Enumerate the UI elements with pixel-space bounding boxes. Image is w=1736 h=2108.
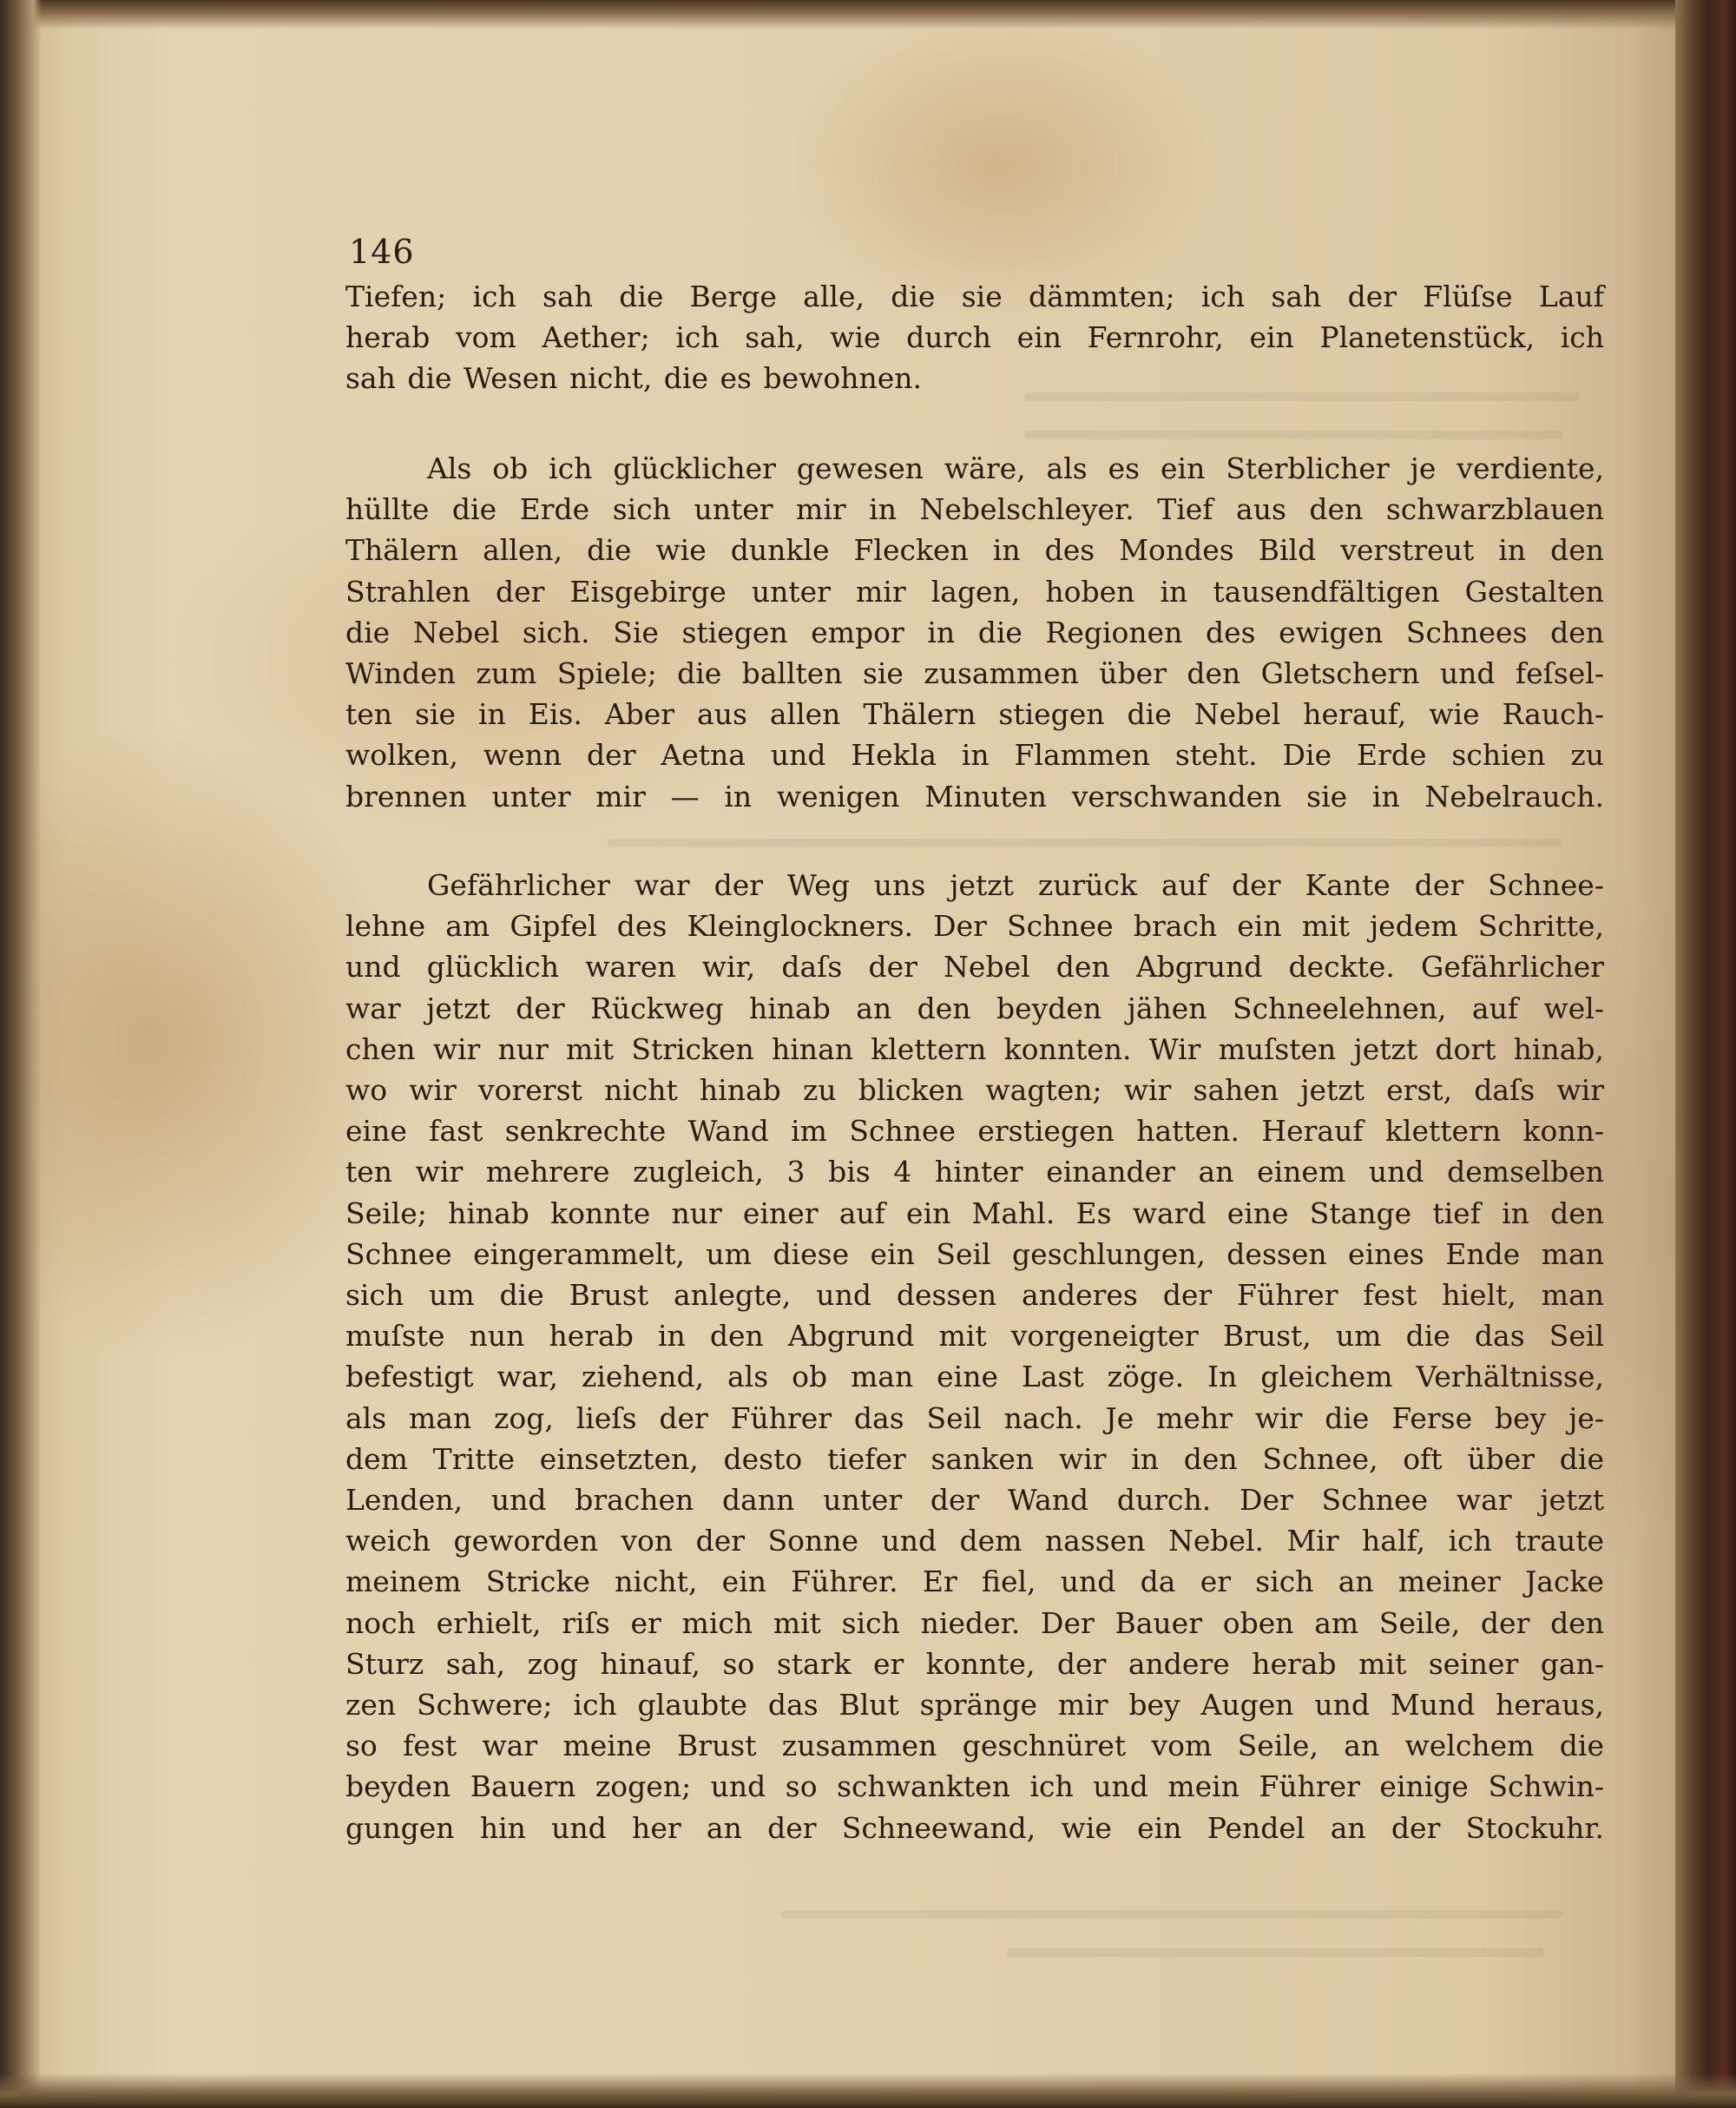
text-line: befestigt war, ziehend, als ob man eine Last zöge. In gleichem Verhältnisse, bbox=[345, 1360, 1604, 1394]
text-line: als man zog, lieſs der Führer das Seil nach. Je mehr wir die Ferse bey je- bbox=[345, 1400, 1604, 1435]
text-line: hüllte die Erde sich unter mir in Nebelschleyer. Tief aus den schwarzblauen bbox=[345, 492, 1604, 527]
text-line: ten sie in Eis. Aber aus allen Thälern stiegen die Nebel herauf, wie Rauch- bbox=[345, 697, 1604, 732]
text-line: Gefährlicher war der Weg uns jetzt zurück auf der Kante der Schnee- bbox=[427, 868, 1604, 902]
show-through-mark bbox=[1024, 431, 1562, 439]
gutter-edge bbox=[1675, 0, 1736, 2108]
paragraph bbox=[345, 448, 1604, 817]
paragraph bbox=[345, 865, 1604, 1848]
paragraph bbox=[345, 276, 1604, 399]
text-line: war jetzt der Rückweg hinab an den beyden jähen Schneelehnen, auf wel- bbox=[345, 991, 1604, 1025]
text-line: weich geworden von der Sonne und dem nassen Nebel. Mir half, ich traute bbox=[345, 1524, 1604, 1558]
text-line: meinem Stricke nicht, ein Führer. Er fiel, und da er sich an meiner Jacke bbox=[345, 1565, 1604, 1599]
text-line: beyden Bauern zogen; und so schwankten ich und mein Führer einige Schwin- bbox=[345, 1769, 1604, 1804]
show-through-mark bbox=[608, 839, 1562, 847]
text-line: herab vom Aether; ich sah, wie durch ein Fernrohr, ein Planetenstück, ich bbox=[345, 320, 1604, 355]
text-line: gungen hin und her an der Schneewand, wie ein Pendel an der Stockuhr. bbox=[345, 1810, 1604, 1845]
text-line: wo wir vorerst nicht hinab zu blicken wagten; wir sahen jetzt erst, daſs wir bbox=[345, 1073, 1604, 1108]
binding-edge bbox=[0, 0, 42, 2108]
text-line: sich um die Brust anlegte, und dessen anderes der Führer fest hielt, man bbox=[345, 1278, 1604, 1313]
text-line: ten wir mehrere zugleich, 3 bis 4 hinter einander an einem und demselben bbox=[345, 1155, 1604, 1189]
text-line: Seile; hinab konnte nur einer auf ein Mahl. Es ward eine Stange tief in den bbox=[345, 1196, 1604, 1230]
text-line: Tiefen; ich sah die Berge alle, die sie dämmten; ich sah der Flüſse Lauf bbox=[345, 280, 1604, 313]
text-line: Strahlen der Eisgebirge unter mir lagen, hoben in tausendfältigen Gestalten bbox=[345, 574, 1604, 609]
text-line: zen Schwere; ich glaubte das Blut spränge mir bey Augen und Mund heraus, bbox=[345, 1688, 1604, 1723]
page-number: 146 bbox=[349, 233, 415, 271]
text-line: sah die Wesen nicht, die es bewohnen. bbox=[345, 361, 922, 396]
text-line: muſste nun herab in den Abgrund mit vorgeneigter Brust, um die das Seil bbox=[345, 1319, 1604, 1354]
text-line: die Nebel sich. Sie stiegen empor in die Regionen des ewigen Schnees den bbox=[345, 615, 1604, 649]
text-line: und glücklich waren wir, daſs der Nebel den Abgrund deckte. Gefährlicher bbox=[345, 950, 1604, 985]
text-line: Schnee eingerammelt, um diese ein Seil geschlungen, dessen eines Ende man bbox=[345, 1236, 1604, 1271]
text-line: Thälern allen, die wie dunkle Flecken in des Mondes Bild verstreut in den bbox=[345, 533, 1604, 568]
text-line: eine fast senkrechte Wand im Schnee erstiegen hatten. Herauf klettern konn- bbox=[345, 1114, 1604, 1149]
show-through-mark bbox=[781, 1910, 1562, 1919]
text-line: Winden zum Spiele; die ballten sie zusammen über den Gletschern und feſsel- bbox=[345, 656, 1604, 691]
text-line: dem Tritte einsetzten, desto tiefer sanken wir in den Schnee, oft über die bbox=[345, 1441, 1604, 1476]
text-line: wolken, wenn der Aetna und Hekla in Flammen steht. Die Erde schien zu bbox=[345, 738, 1604, 773]
text-line: so fest war meine Brust zusammen geschnüret vom Seile, an welchem die bbox=[345, 1729, 1604, 1763]
page-top-edge bbox=[0, 0, 1736, 30]
text-line: Lenden, und brachen dann unter der Wand durch. Der Schnee war jetzt bbox=[345, 1483, 1604, 1518]
text-line: chen wir nur mit Stricken hinan klettern konnten. Wir muſsten jetzt dort hinab, bbox=[345, 1031, 1604, 1066]
page-bottom-edge bbox=[0, 2073, 1736, 2108]
show-through-mark bbox=[1007, 1948, 1545, 1957]
text-line: Sturz sah, zog hinauf, so stark er konnte, der andere herab mit seiner gan- bbox=[345, 1646, 1604, 1681]
text-line: brennen unter mir — in wenigen Minuten verschwanden sie in Nebelrauch. bbox=[345, 779, 1604, 814]
text-line: lehne am Gipfel des Kleinglockners. Der Schnee brach ein mit jedem Schritte, bbox=[345, 909, 1604, 944]
text-line: Als ob ich glücklicher gewesen wäre, als es ein Sterblicher je verdiente, bbox=[427, 451, 1604, 485]
text-line: noch erhielt, riſs er mich mit sich nieder. Der Bauer oben am Seile, der den bbox=[345, 1605, 1604, 1640]
